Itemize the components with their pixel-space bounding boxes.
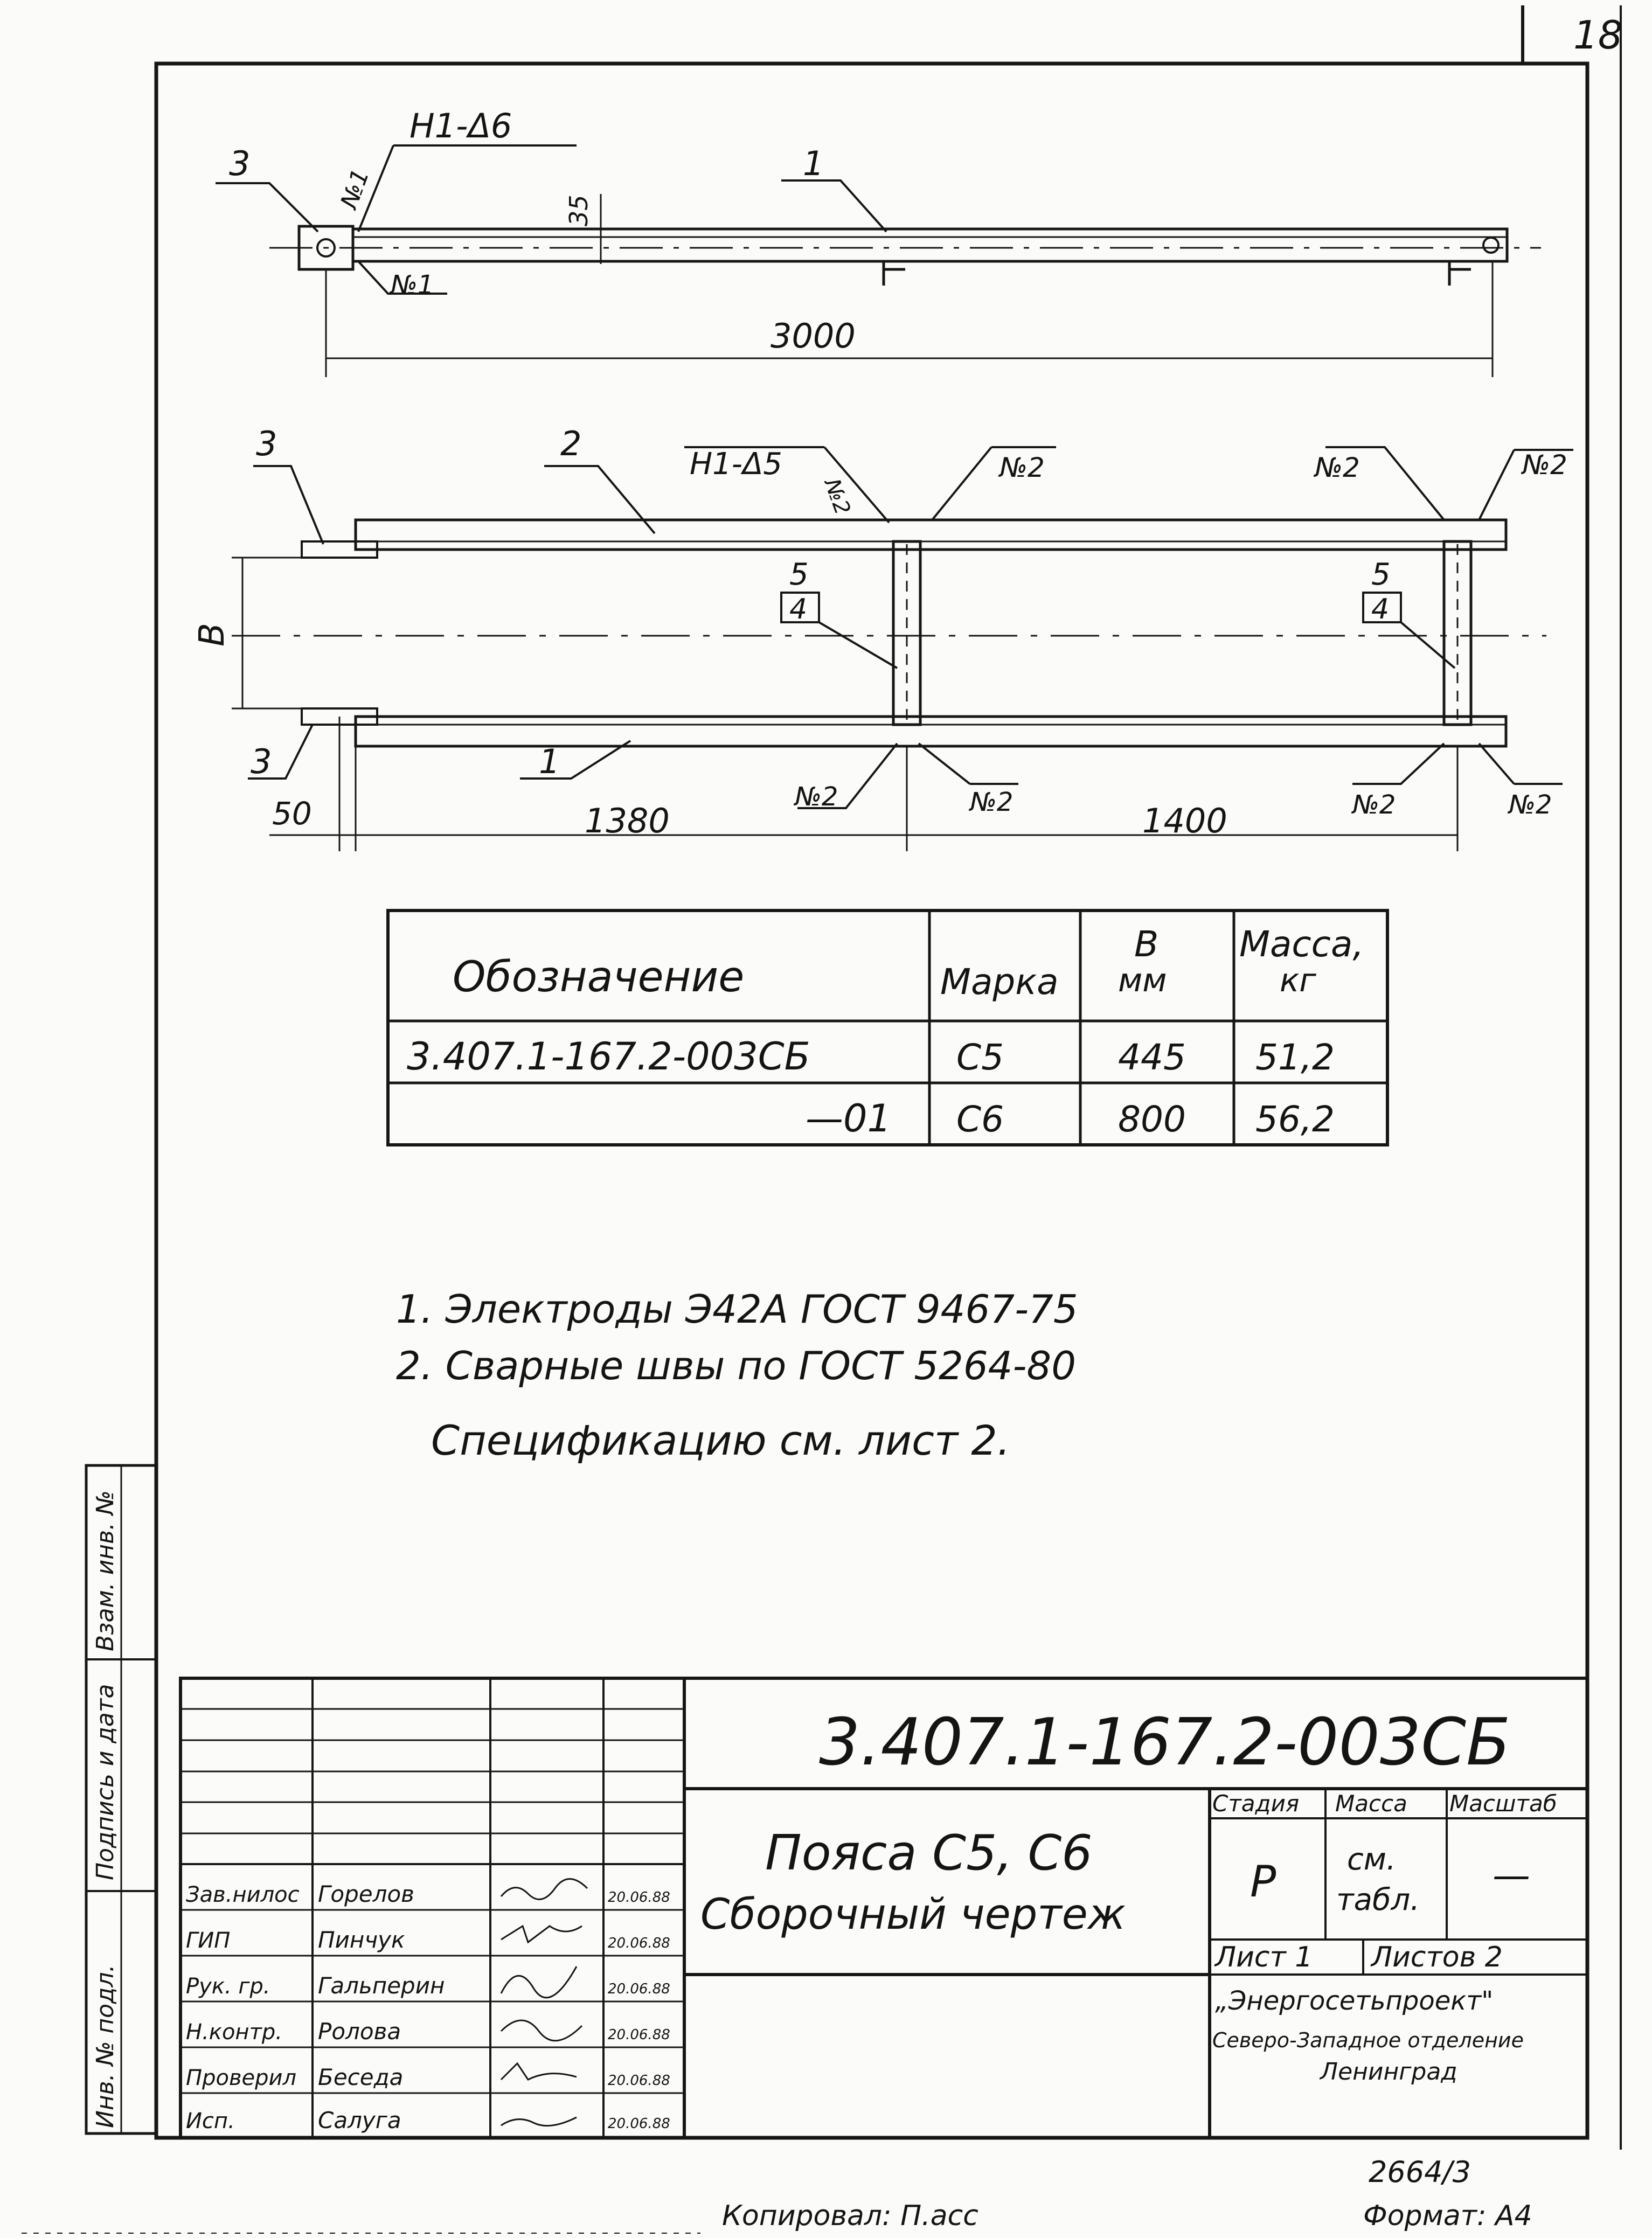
archive-number: 2664/3 bbox=[1369, 2155, 1471, 2189]
tb-scale-label: Масштаб bbox=[1449, 1790, 1557, 1817]
dim-35: 35 bbox=[564, 194, 593, 226]
date-2: 20.06.88 bbox=[608, 1935, 670, 1951]
pos-3-plan-top: 3 bbox=[256, 424, 277, 463]
top-view bbox=[216, 106, 1541, 377]
tb-org-1: „Энергосетьпроект" bbox=[1215, 1986, 1494, 2016]
leader-4-b bbox=[1401, 622, 1455, 668]
leader-seam-b3 bbox=[1352, 743, 1444, 784]
leader-4-a bbox=[819, 622, 897, 668]
side-signature: Подпись и дата bbox=[92, 1684, 119, 1880]
cell-b-2: 800 bbox=[1118, 1099, 1186, 1140]
cell-designation-2: —01 bbox=[806, 1096, 892, 1141]
leader-seam-b2 bbox=[919, 743, 1018, 784]
pos-4-a: 4 bbox=[789, 593, 808, 625]
tb-mass-2: табл. bbox=[1336, 1882, 1420, 1917]
angle-1-bottom bbox=[356, 717, 1506, 746]
leader-seam-b4 bbox=[1479, 743, 1563, 784]
seam-bot-4: №2 bbox=[1509, 790, 1552, 820]
cell-designation-1: 3.407.1-167.2-003СБ bbox=[407, 1034, 810, 1079]
bracket-b bbox=[1449, 261, 1471, 286]
format-label: Формат: А4 bbox=[1363, 2200, 1532, 2232]
seam-bot-1: №2 bbox=[795, 782, 838, 812]
pos-4-b: 4 bbox=[1371, 593, 1390, 625]
tb-title-2: Сборочный чертеж bbox=[700, 1891, 1126, 1939]
role-3: Рук. гр. bbox=[186, 1974, 270, 1999]
date-3: 20.06.88 bbox=[608, 1981, 670, 1997]
name-5: Беседа bbox=[318, 2064, 404, 2090]
dim-50: 50 bbox=[272, 795, 312, 832]
name-6: Салуга bbox=[318, 2107, 401, 2133]
th-b-top: В bbox=[1134, 923, 1159, 965]
cell-mass-2: 56,2 bbox=[1255, 1099, 1335, 1140]
plan-view bbox=[192, 424, 1573, 851]
side-vzam: Взам. инв. № bbox=[92, 1490, 119, 1651]
role-5: Проверил bbox=[186, 2066, 297, 2090]
th-mark: Марка bbox=[940, 961, 1059, 1003]
angle-1 bbox=[353, 229, 1507, 261]
bracket-a bbox=[884, 261, 905, 286]
weld-label-top: Н1-Δ6 bbox=[409, 106, 512, 145]
seam-right-b: №2 bbox=[1522, 449, 1567, 481]
role-2: ГИП bbox=[186, 1928, 231, 1953]
role-1: Зав.нилос bbox=[186, 1882, 300, 1907]
side-inv-podl: Инв. № подл. bbox=[92, 1964, 119, 2128]
pos-5-b: 5 bbox=[1371, 557, 1391, 592]
name-3: Гальперин bbox=[318, 1972, 445, 1999]
tb-scale: — bbox=[1493, 1853, 1530, 1898]
name-2: Пинчук bbox=[318, 1927, 405, 1953]
date-5: 20.06.88 bbox=[608, 2073, 670, 2089]
signature-6 bbox=[501, 2117, 577, 2126]
leader-2 bbox=[544, 466, 655, 533]
tb-stage: Р bbox=[1250, 1857, 1276, 1907]
th-mass-top: Масса, bbox=[1239, 923, 1364, 965]
th-mass-bot: кг bbox=[1280, 962, 1316, 999]
date-1: 20.06.88 bbox=[608, 1889, 670, 1906]
bolt-hole-right bbox=[1483, 238, 1498, 253]
name-1: Горелов bbox=[318, 1881, 414, 1907]
pos-2-plan: 2 bbox=[560, 424, 582, 463]
signature-5 bbox=[501, 2063, 577, 2080]
pos-3-plan-bottom: 3 bbox=[251, 742, 272, 781]
copied-by: Копировал: П.асс bbox=[722, 2200, 978, 2232]
tb-mass-label: Масса bbox=[1335, 1790, 1407, 1817]
tb-org-3: Ленинград bbox=[1320, 2058, 1457, 2086]
cell-mark-1: С5 bbox=[956, 1037, 1004, 1078]
cell-mark-2: С6 bbox=[956, 1099, 1004, 1140]
tb-code: 3.407.1-167.2-003СБ bbox=[819, 1705, 1511, 1780]
pos-1-top: 1 bbox=[803, 144, 824, 183]
note-1: 1. Электроды Э42А ГОСТ 9467-75 bbox=[396, 1287, 1078, 1332]
signature-3 bbox=[501, 1966, 577, 1998]
seam-bot-3: №2 bbox=[1352, 790, 1396, 820]
pos-5-a: 5 bbox=[789, 557, 809, 592]
dim-1380: 1380 bbox=[585, 801, 670, 840]
leader-3 bbox=[216, 183, 318, 232]
cell-mass-1: 51,2 bbox=[1255, 1037, 1335, 1078]
seam-mid-top: №2 bbox=[999, 452, 1045, 483]
signature-1 bbox=[501, 1879, 587, 1900]
seam-bottom: №1 bbox=[391, 270, 434, 300]
role-6: Исп. bbox=[186, 2109, 235, 2133]
tb-mass-1: см. bbox=[1347, 1842, 1396, 1877]
seam-small: №2 bbox=[819, 475, 855, 518]
angle-2 bbox=[356, 520, 1506, 550]
seam-bot-2: №2 bbox=[970, 787, 1014, 817]
tb-org-2: Северо-Западное отделение bbox=[1212, 2028, 1524, 2052]
note-3: Спецификацию см. лист 2. bbox=[431, 1416, 1010, 1464]
tb-title-1: Пояса С5, С6 bbox=[765, 1825, 1093, 1881]
sheet-number: 18 bbox=[1573, 12, 1623, 58]
note-2: 2. Сварные швы по ГОСТ 5264-80 bbox=[396, 1343, 1077, 1388]
date-4: 20.06.88 bbox=[608, 2027, 670, 2043]
th-designation: Обозначение bbox=[453, 953, 745, 1002]
pos-1-plan: 1 bbox=[539, 742, 560, 781]
side-stamp bbox=[86, 1465, 156, 2133]
dim-3000: 3000 bbox=[771, 316, 856, 356]
tb-sheets: Листов 2 bbox=[1371, 1941, 1503, 1973]
tb-stage-label: Стадия bbox=[1212, 1790, 1300, 1817]
name-4: Ролова bbox=[318, 2018, 401, 2045]
variants-table bbox=[388, 911, 1387, 1145]
leader-1 bbox=[781, 180, 886, 232]
leader-weld bbox=[358, 145, 577, 232]
role-4: Н.контр. bbox=[186, 2020, 282, 2045]
th-b-bot: мм bbox=[1118, 962, 1167, 999]
leader-3-top bbox=[253, 466, 323, 544]
signature-2 bbox=[501, 1926, 582, 1942]
seam-right-a: №2 bbox=[1315, 452, 1360, 483]
seam-top: №1 bbox=[335, 165, 375, 212]
weld-label-plan: Н1-Δ5 bbox=[690, 447, 782, 482]
cell-b-1: 445 bbox=[1118, 1037, 1186, 1078]
title-block bbox=[181, 1678, 1587, 2138]
pos-3-top: 3 bbox=[229, 144, 251, 183]
dim-b: В bbox=[192, 623, 232, 647]
date-6: 20.06.88 bbox=[608, 2116, 670, 2132]
tb-sheet: Лист 1 bbox=[1215, 1941, 1313, 1973]
dim-1400: 1400 bbox=[1142, 801, 1227, 840]
signature-4 bbox=[501, 2020, 582, 2041]
